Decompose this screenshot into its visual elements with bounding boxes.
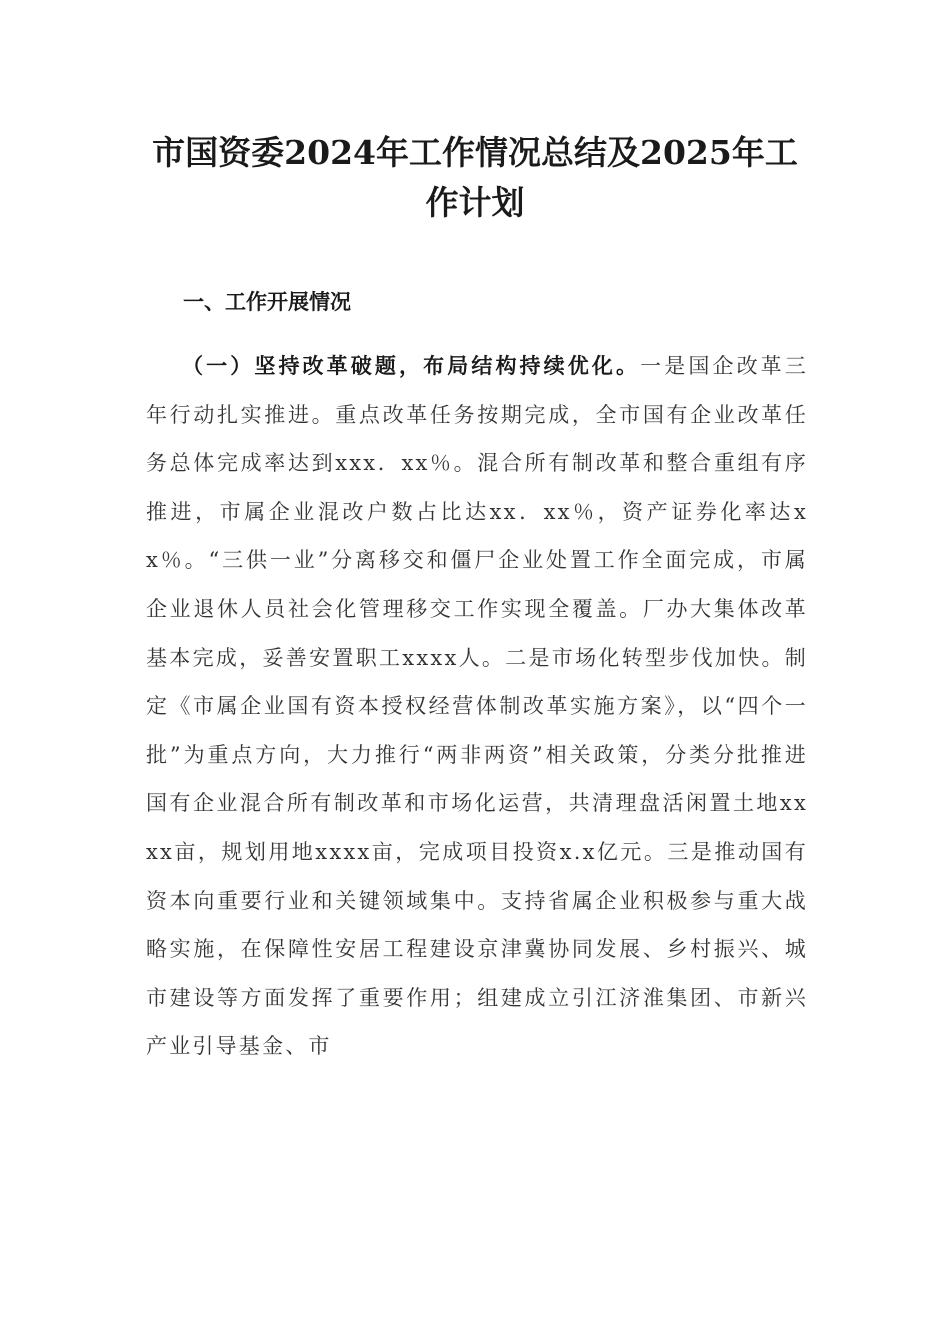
paragraph-lead: （一）坚持改革破题，布局结构持续优化。	[182, 353, 641, 378]
document-title	[120, 128, 830, 228]
document-title-line-2: 作计划	[425, 183, 525, 222]
document-title-line-1: 市国资委2024年工作情况总结及2025年工	[152, 133, 798, 172]
body-paragraph	[146, 342, 808, 1071]
section-heading: 一、工作开展情况	[183, 289, 351, 314]
paragraph-body: 一是国企改革三年行动扎实推进。重点改革任务按期完成，全市国有企业改革任务总体完成率达到xxx．xx％。混合所有制改革和整合重组有序推进，市属企业混改户数占比达xx．xx％，资产证券化率达xx％。“三供一业”分离移交和僵尸企业处置工作全面完成，市属企业退休人员社会化管理移交工作实现全覆盖。厂办大集体改革基本完成，妥善安置职工xxxx人。二是市场化转型步伐加快。制定《市属企业国有资本授权经营体制改革实施方案》，以“四个一批”为重点方向，大力推行“两非两资”相关政策，分类分批推进国有企业混合所有制改革和市场化运营，共清理盘活闲置土地xxxx亩，规划用地xxxx亩，完成项目投资x.x亿元。三是推动国有资本向重要行业和关键领域集中。支持省属企业积极参与重大战略实施，在保障性安居工程建设京津冀协同发展、乡村振兴、城市建设等方面发挥了重要作用；组建成立引江济淮集团、市新兴产业引导基金、市	[146, 354, 808, 1059]
